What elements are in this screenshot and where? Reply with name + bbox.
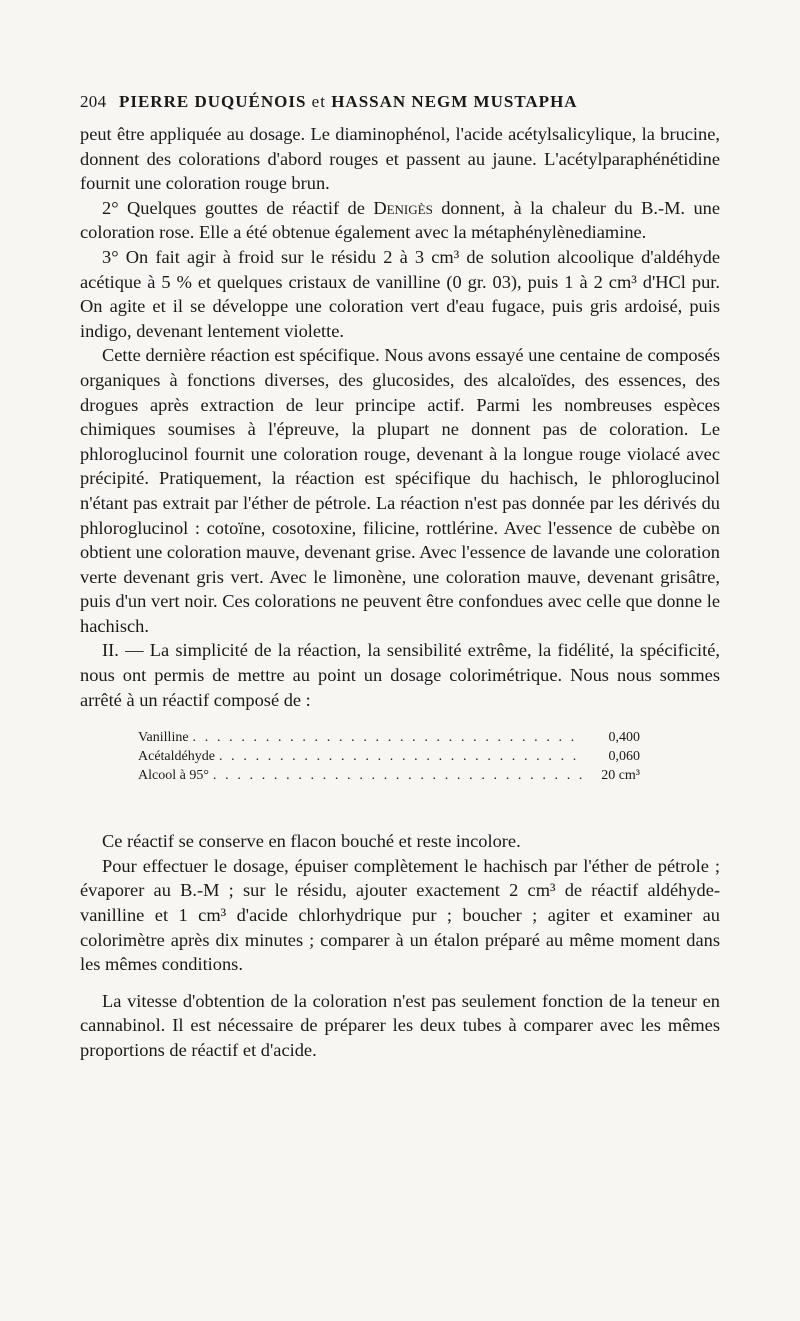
reagent-row: [138, 766, 640, 785]
reagent-value: 0,400: [608, 730, 640, 746]
reagent-name: Acétaldéhyde: [138, 749, 215, 765]
leader-dots: [193, 728, 584, 747]
author-name-deniges: Denigès: [373, 197, 433, 218]
para2-end: donnent, à la chaleur du B.-M. une coloration rose. Elle a été obtenue également avec la métaphénylènediamine.: [80, 197, 721, 243]
paragraph-reaction-3: 3° On fait agir à froid sur le résidu 2 à 3 cm³ de solution alcoolique d'aldéhyde acétique à 5 % et quelques cristaux de vanilline (0 gr. 03), puis 1 à 2 cm³ d'HCl pur. On agite et il se développe une coloration vert d'eau fugace, puis gris ardoisé, puis indigo, devenant lentement violette.: [80, 246, 720, 341]
paragraph-reaction-2: [80, 196, 720, 245]
paragraph-specificity: Cette dernière réaction est spécifique. Nous avons essayé une centaine de composés organiques à fonctions diverses, des glucosides, des alcaloïdes, des essences, des drogues après extraction de leur principe actif. Parmi les nombreuses espèces chimiques soumises à l'épreuve, la plupart ne donnent pas de coloration. Le phloroglucinol fournit une coloration rouge, devenant à la longue rouge violacé avec précipité. Pratiquement, la réaction est spécifique du hachisch, le phloroglucinol n'étant pas extrait par l'éther de pétrole. La réaction n'est pas donnée par les dérivés du phloroglucinol : cotoïne, cosotoxine, filicine, rottlérine. Avec l'essence de cubèbe on obtient une coloration mauve, devenant grise. Avec l'essence de lavande une coloration verte devenant gris vert. Avec le limonène, une coloration mauve, devenant grisâtre, puis d'un vert noir. Ces colorations ne peuvent être confondues avec celle que donne le hachisch.: [80, 345, 720, 636]
paragraph-dosage-intro: II. — La simplicité de la réaction, la sensibilité extrême, la fidélité, la spécificité, nous ont permis de mettre au point un dosage colorimétrique. Nous nous sommes arrêté à un réactif composé de :: [80, 640, 720, 710]
author-1: PIERRE DUQUÉNOIS: [118, 92, 307, 111]
running-header: [80, 92, 720, 112]
reagent-name: Vanilline: [138, 730, 189, 746]
leader-dots: [219, 747, 584, 766]
reagent-row: [138, 747, 640, 766]
author-2: HASSAN NEGM MUSTAPHA: [331, 92, 578, 111]
reagent-row: [138, 728, 640, 747]
para2-start: 2° Quelques gouttes de réactif de: [102, 197, 374, 218]
reagent-value: 20 cm³: [601, 768, 640, 784]
author-conjunction: et: [311, 92, 326, 111]
page-number: 204: [80, 92, 107, 111]
paragraph-conclusion: La vitesse d'obtention de la coloration n'est pas seulement fonction de la teneur en cannabinol. Il est nécessaire de préparer les deux tubes à comparer avec les mêmes proportions de réactif et d'acide.: [80, 990, 720, 1060]
reagent-name: Alcool à 95°: [138, 768, 209, 784]
reagent-table: [138, 728, 640, 785]
header-authors: [119, 92, 578, 111]
article-body: [80, 122, 720, 1063]
paragraph-continued: peut être appliquée au dosage. Le diaminophénol, l'acide acétylsalicylique, la brucine, donnent des colorations d'abord rouges et passent au jaune. L'acétylparaphénétidine fournit une coloration rouge brun.: [80, 124, 720, 194]
paragraph-procedure: Pour effectuer le dosage, épuiser complètement le hachisch par l'éther de pétrole ; évaporer au B.-M ; sur le résidu, ajouter exactement 2 cm³ de réactif aldéhyde-vanilline et 1 cm³ d'acide chlorhydrique pur ; boucher ; agiter et examiner au colorimètre après dix minutes ; comparer à un étalon préparé au même moment dans les mêmes conditions.: [80, 855, 720, 975]
leader-dots: [213, 766, 584, 785]
paragraph-storage: Ce réactif se conserve en flacon bouché et reste incolore.: [102, 831, 521, 852]
reagent-value: 0,060: [608, 749, 640, 765]
